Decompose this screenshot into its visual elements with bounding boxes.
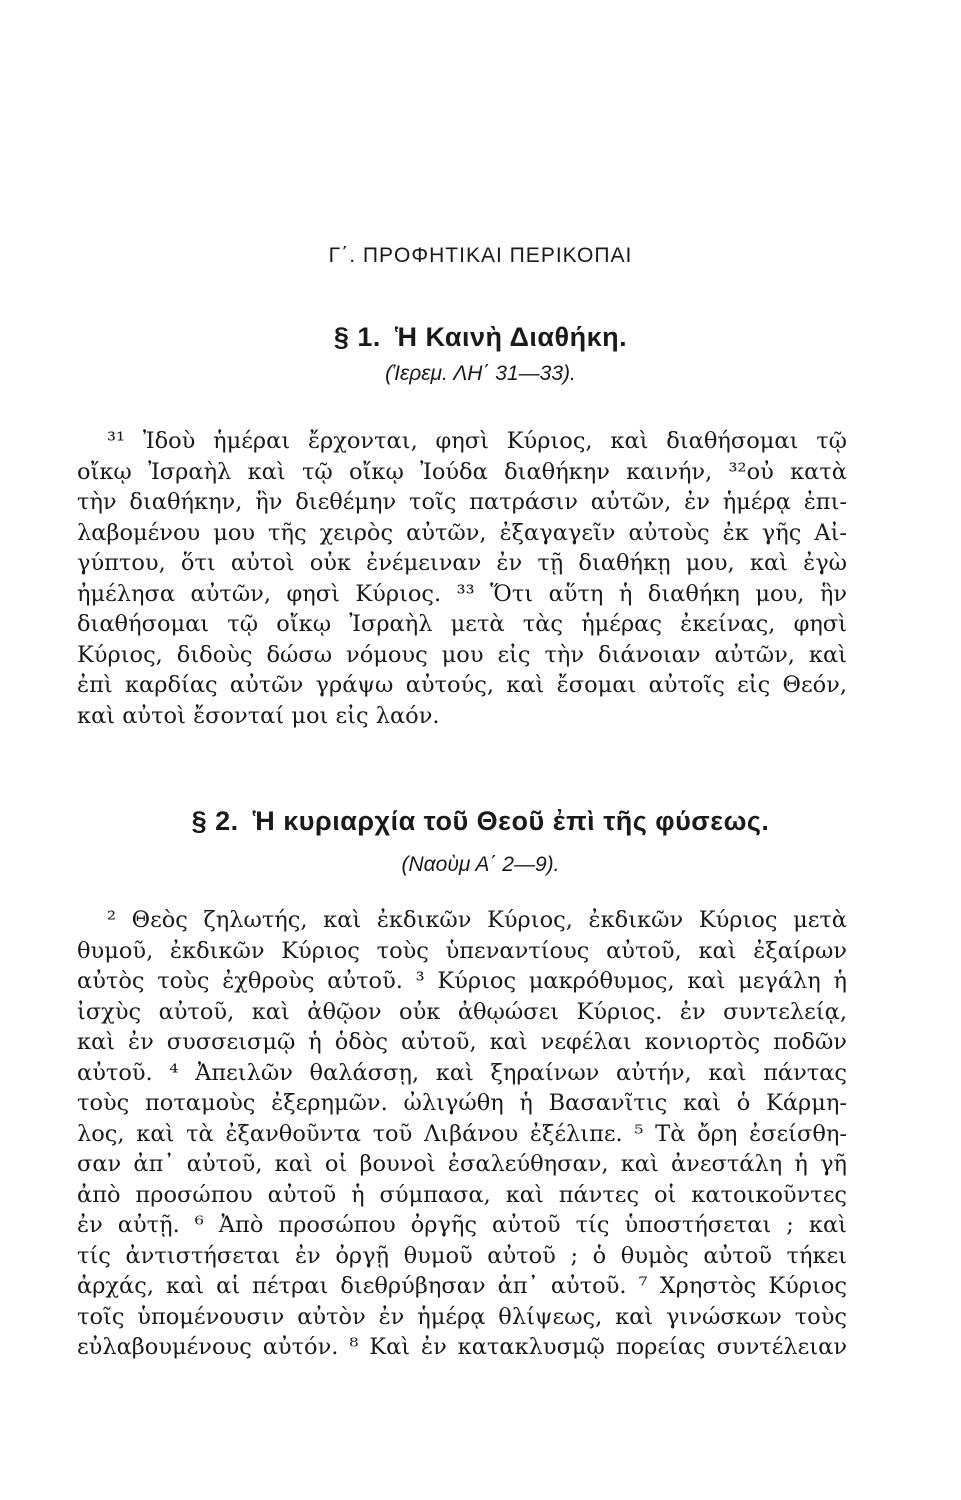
text-line: τίς ἀντιστήσεται ἐν ὀργῇ θυμοῦ αὐτοῦ ; ὁ θυμὸς αὐτοῦ τήκει: [77, 1242, 847, 1269]
section-1-number: § 1.: [333, 322, 381, 352]
section-1-text: [77, 426, 847, 731]
text-line: λαβομένου μου τῆς χειρὸς αὐτῶν, ἐξαγαγεῖν αὐτοὺς ἐκ γῆς Αἰ-: [77, 519, 847, 546]
text-line: ἐπὶ καρδίας αὐτῶν γράψω αὐτούς, καὶ ἔσομαι αὐτοῖς εἰς Θεόν,: [77, 672, 847, 698]
text-line: ² Θεὸς ζηλωτής, καὶ ἐκδικῶν Κύριος, ἐκδικῶν Κύριος μετὰ: [107, 907, 847, 933]
text-line: τὴν διαθήκην, ἣν διεθέμην τοῖς πατράσιν αὐτῶν, ἐν ἡμέρᾳ ἐπι-: [77, 489, 847, 515]
section-2-heading: [0, 806, 961, 837]
text-line: θυμοῦ, ἐκδικῶν Κύριος τοὺς ὑπεναντίους αὐτοῦ, καὶ ἐξαίρων: [77, 937, 847, 964]
section-2-number: § 2.: [191, 806, 239, 836]
section-2-reference: (Ναοὺμ Α΄ 2—9).: [401, 853, 560, 876]
text-line: ἀρχάς, καὶ αἱ πέτραι διεθρύβησαν ἀπ᾽ αὐτοῦ. ⁷ Χρηστὸς Κύριος: [77, 1273, 847, 1299]
text-line: οἴκῳ Ἰσραὴλ καὶ τῷ οἴκῳ Ἰούδα διαθήκην καινήν, ³²οὐ κατὰ: [77, 458, 847, 485]
text-line: τοὺς ποταμοὺς ἐξερημῶν. ὠλιγώθη ἡ Βασανῖτις καὶ ὁ Κάρμη-: [77, 1090, 847, 1116]
text-line: Κύριος, διδοὺς δώσω νόμους μου εἰς τὴν διάνοιαν αὐτῶν, καὶ: [77, 641, 847, 668]
text-line: ἐν αὐτῇ. ⁶ Ἀπὸ προσώπου ὀργῆς αὐτοῦ τίς ὑποστήσεται ; καὶ: [77, 1212, 847, 1238]
section-1-heading: [0, 322, 961, 353]
text-line: εὐλαβουμένους αὐτόν. ⁸ Καὶ ἐν κατακλυσμῷ πορείας συντέλειαν: [77, 1334, 847, 1360]
section-1-title: Ἡ Καινὴ Διαθήκη.: [394, 322, 628, 352]
text-line: λος, καὶ τὰ ἐξανθοῦντα τοῦ Λιβάνου ἐξέλιπε. ⁵ Τὰ ὄρη ἐσείσθη-: [77, 1120, 847, 1147]
text-line: αὐτὸς τοὺς ἐχθροὺς αὐτοῦ. ³ Κύριος μακρόθυμος, καὶ μεγάλη ἡ: [77, 968, 847, 994]
text-line: γύπτου, ὅτι αὐτοὶ οὐκ ἐνέμειναν ἐν τῇ διαθήκῃ μου, καὶ ἐγὼ: [77, 550, 847, 576]
section-1-reference: (Ἱερεμ. ΛΗ΄ 31—33).: [385, 362, 576, 385]
text-line: ³¹ Ἰδοὺ ἡμέραι ἔρχονται, φησὶ Κύριος, καὶ διαθήσομαι τῷ: [107, 428, 847, 454]
text-line: αὐτοῦ. ⁴ Ἀπειλῶν θαλάσσῃ, καὶ ξηραίνων αὐτήν, καὶ πάντας: [77, 1059, 847, 1086]
text-line: διαθήσομαι τῷ οἴκῳ Ἰσραὴλ μετὰ τὰς ἡμέρας ἐκείνας, φησὶ: [77, 611, 847, 637]
text-line: τοῖς ὑπομένουσιν αὐτὸν ἐν ἡμέρᾳ θλίψεως, καὶ γινώσκων τοὺς: [77, 1303, 847, 1330]
section-2-title: Ἡ κυριαρχία τοῦ Θεοῦ ἐπὶ τῆς φύσεως.: [252, 806, 770, 836]
text-line: καὶ αὐτοὶ ἔσονταί μοι εἰς λαόν.: [77, 702, 440, 729]
text-line: καὶ ἐν συσσεισμῷ ἡ ὁδὸς αὐτοῦ, καὶ νεφέλαι κονιορτὸς ποδῶν: [77, 1029, 847, 1055]
text-line: ἰσχὺς αὐτοῦ, καὶ ἀθῷον οὐκ ἀθῳώσει Κύριος. ἐν συντελείᾳ,: [77, 998, 847, 1025]
text-line: ἀπὸ προσώπου αὐτοῦ ἡ σύμπασα, καὶ πάντες οἱ κατοικοῦντες: [77, 1181, 847, 1208]
text-line: σαν ἀπ᾽ αὐτοῦ, καὶ οἱ βουνοὶ ἐσαλεύθησαν, καὶ ἀνεστάλη ἡ γῆ: [77, 1151, 847, 1177]
text-line: ἠμέλησα αὐτῶν, φησὶ Κύριος. ³³ Ὅτι αὕτη ἡ διαθήκη μου, ἣν: [77, 580, 847, 607]
section-2-text: [77, 905, 847, 1363]
part-heading: Γ΄. ΠΡΟΦΗΤΙΚΑΙ ΠΕΡΙΚΟΠΑΙ: [328, 244, 633, 267]
